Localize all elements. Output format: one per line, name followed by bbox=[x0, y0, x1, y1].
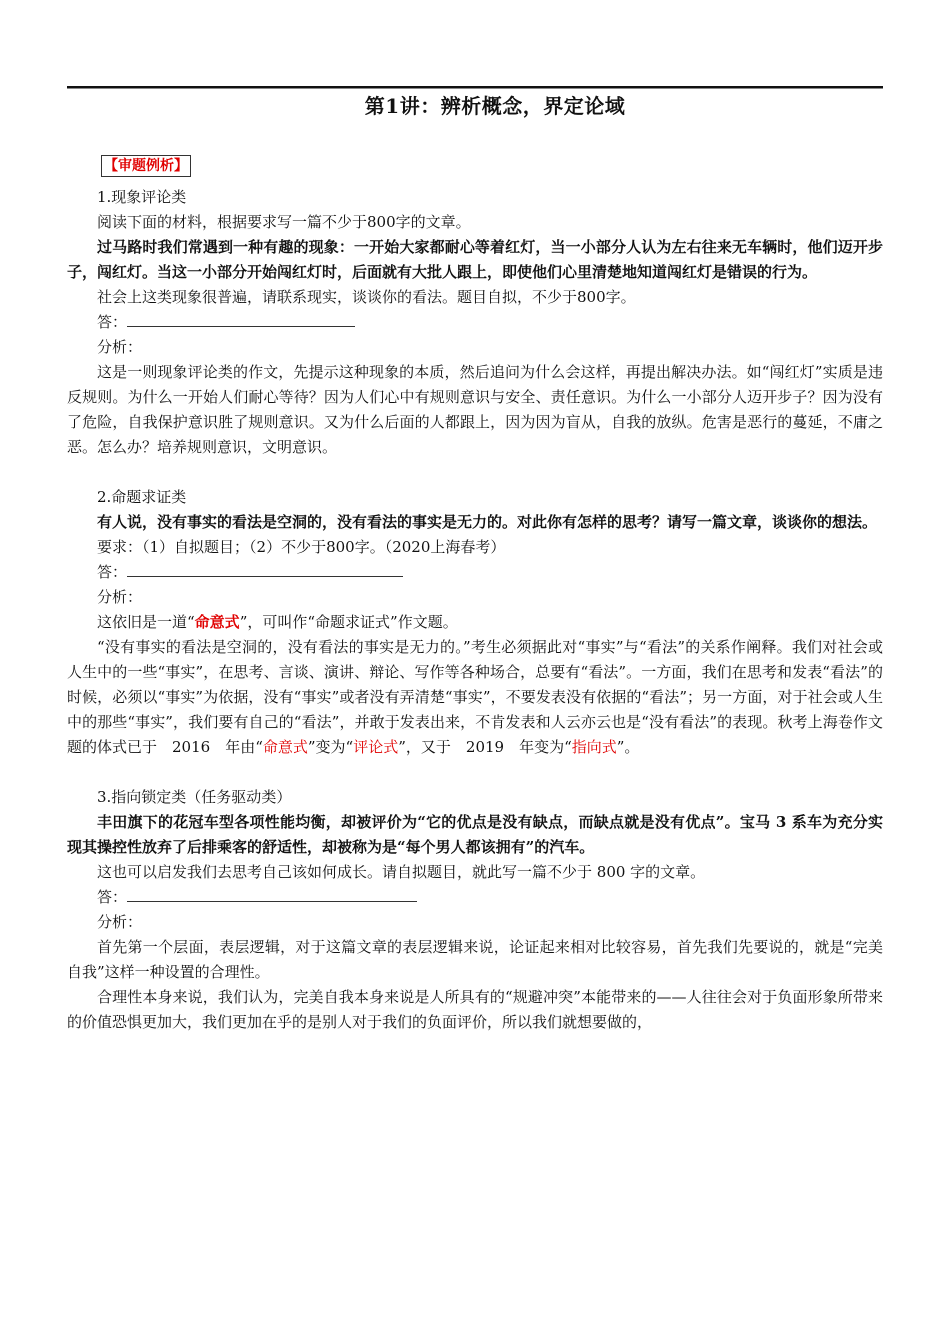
header-rule bbox=[67, 86, 883, 89]
answer-label: 答： bbox=[97, 563, 128, 581]
section-2-analysis-label: 分析： bbox=[97, 588, 143, 606]
highlight-term: 指向式 bbox=[571, 738, 617, 756]
section-3-answer-line bbox=[67, 885, 883, 910]
section-2-answer-line bbox=[67, 560, 883, 585]
answer-label: 答： bbox=[97, 313, 128, 331]
section-1-instruction: 阅读下面的材料，根据要求写一篇不少于800字的文章。 bbox=[97, 213, 471, 231]
section-3-analysis-label: 分析： bbox=[97, 913, 143, 931]
section-2-heading: 2.命题求证类 bbox=[97, 488, 187, 506]
section-3-heading: 3.指向锁定类（任务驱动类） bbox=[97, 788, 292, 806]
section-3-prompt: 丰田旗下的花冠车型各项性能均衡，却被评价为“它的优点是没有缺点，而缺点就是没有优点”。宝马 3 系车为充分实现其操控性放弃了后排乘客的舒适性，却被称为是“每个男人都该拥有”的汽车。 bbox=[67, 813, 883, 856]
document-body bbox=[67, 185, 883, 1035]
page-title: 第1讲：辨析概念，界定论域 bbox=[364, 94, 626, 118]
spacer bbox=[67, 460, 883, 485]
answer-blank[interactable] bbox=[127, 312, 355, 327]
answer-label: 答： bbox=[97, 888, 128, 906]
section-1-analysis-label: 分析： bbox=[97, 338, 143, 356]
spacer bbox=[67, 760, 883, 785]
text: 式已于 2016 年由“ bbox=[112, 738, 263, 756]
answer-blank[interactable] bbox=[127, 562, 403, 577]
section-2-analysis-intro bbox=[67, 610, 883, 635]
section-1-answer-line bbox=[67, 310, 883, 335]
text: ”。 bbox=[616, 738, 640, 756]
section-1-heading: 1.现象评论类 bbox=[97, 188, 187, 206]
highlight-term: 命意式 bbox=[194, 613, 240, 631]
text: “没有事实的看法是空洞的，没有看法的事实是无力的。”考生必须据此对“事实”与“看法”的关系作阐释。我们对社会或人生中的一些“事实”，在思考、言谈、演讲、辩论、写作等各种场合，总要有“看法”。一方面，我们在思考和发表“看法”的时候，必须以“事实”为依据，没有“事实”或者没有弄清楚“事实”，不要发表没有依据的“看法”；另一方面，对于社会或人生中的那些“事实”，我们要有自己的“看法”，并敢于发表出来，不肯发表和人云亦云也是“没有看法”的表现。秋考上海卷作文题的体 bbox=[67, 638, 883, 756]
text: ”，又于 2019 年变为“ bbox=[398, 738, 572, 756]
section-1-requirement: 社会上这类现象很普遍，请联系现实，谈谈你的看法。题目自拟，不少于800字。 bbox=[97, 288, 636, 306]
section-3-analysis-p2: 合理性本身来说，我们认为，完美自我本身来说是人所具有的“规避冲突”本能带来的——人往往会对于负面形象所带来的价值恐惧更加大，我们更加在乎的是别人对于我们的负面评价，所以我们就想要做的， bbox=[67, 988, 883, 1031]
section-1-analysis: 这是一则现象评论类的作文，先提示这种现象的本质，然后追问为什么会这样，再提出解决办法。如“闯红灯”实质是违反规则。为什么一开始人们耐心等待？因为人们心中有规则意识与安全、责任意识。为什么一小部分人迈开步子？因为没有了危险，自我保护意识胜了规则意识。又为什么后面的人都跟上，因为因为盲从，自我的放纵。危害是恶行的蔓延，不庸之恶。怎么办？培养规则意识，文明意识。 bbox=[67, 363, 883, 456]
section-2-prompt: 有人说，没有事实的看法是空洞的，没有看法的事实是无力的。对此你有怎样的思考？请写一篇文章，谈谈你的想法。 bbox=[97, 513, 878, 531]
highlight-term: 评论式 bbox=[353, 738, 399, 756]
text: ”变为“ bbox=[307, 738, 354, 756]
section-2-analysis-body bbox=[67, 635, 883, 760]
text: 这依旧是一道“ bbox=[97, 613, 195, 631]
section-1-prompt: 过马路时我们常遇到一种有趣的现象：一开始大家都耐心等着红灯，当一小部分人认为左右往来无车辆时，他们迈开步子，闯红灯。当这一小部分开始闯红灯时，后面就有大批人跟上，即使他们心里清楚地知道闯红灯是错误的行为。 bbox=[67, 238, 883, 281]
section-tag: 【审题例析】 bbox=[101, 155, 191, 177]
section-3-analysis-p1: 首先第一个层面，表层逻辑，对于这篇文章的表层逻辑来说，论证起来相对比较容易，首先我们先要说的，就是“完美自我”这样一种设置的合理性。 bbox=[67, 938, 883, 981]
text: ”，可叫作“命题求证式”作文题。 bbox=[239, 613, 458, 631]
section-3-requirement: 这也可以启发我们去思考自己该如何成长。请自拟题目，就此写一篇不少于 800 字的文章。 bbox=[97, 863, 706, 881]
answer-blank[interactable] bbox=[127, 887, 417, 902]
highlight-term: 命意式 bbox=[262, 738, 308, 756]
section-2-requirement: 要求：（1）自拟题目；（2）不少于800字。（2020上海春考） bbox=[97, 538, 506, 556]
